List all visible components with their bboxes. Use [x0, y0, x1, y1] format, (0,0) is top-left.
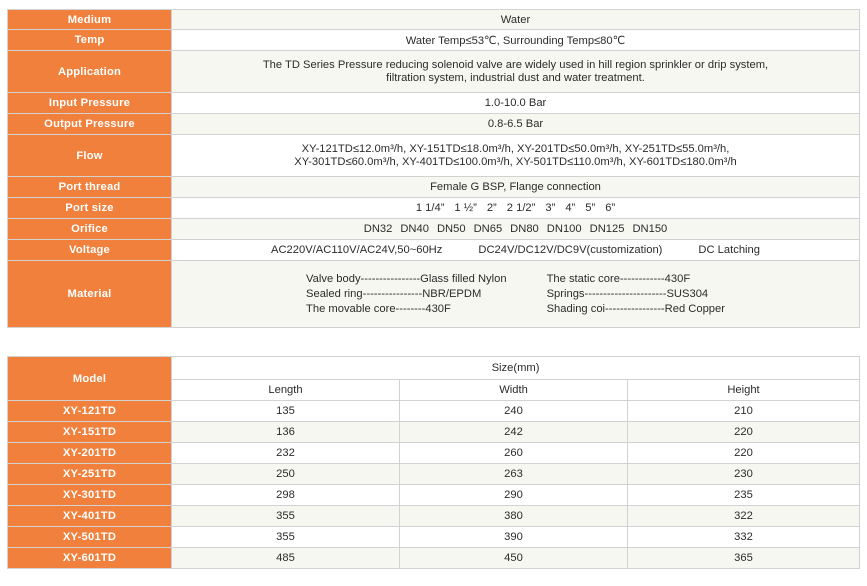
- spec-row-output-pressure: [8, 114, 860, 135]
- height-cell: 220: [628, 422, 860, 443]
- material-item: Springs----------------------SUS304: [546, 287, 709, 300]
- model-cell: XY-601TD: [8, 548, 172, 569]
- material-right-column: [547, 272, 725, 317]
- spec-row-medium: [8, 10, 860, 30]
- width-cell: 380: [400, 506, 628, 527]
- height-cell: 220: [628, 443, 860, 464]
- material-value: [172, 261, 860, 328]
- orifice-item: DN50: [436, 223, 466, 235]
- orifice-item: DN80: [510, 223, 539, 235]
- width-cell: 450: [400, 548, 628, 569]
- material-item: Sealed ring----------------NBR/EPDM: [306, 287, 482, 300]
- table-row: [8, 464, 860, 485]
- length-cell: 136: [172, 422, 400, 443]
- port-size-item: 6”: [605, 202, 616, 214]
- temp-label: Temp: [8, 30, 172, 51]
- medium-value: Water: [172, 10, 860, 30]
- table-row: [8, 422, 860, 443]
- height-cell: 230: [628, 464, 860, 485]
- length-cell: 485: [172, 548, 400, 569]
- voltage-label: Voltage: [8, 240, 172, 261]
- port-size-item: 2”: [486, 202, 497, 214]
- port-size-value: [172, 198, 860, 219]
- model-cell: XY-201TD: [8, 443, 172, 464]
- table-row: [8, 506, 860, 527]
- table-row: [8, 548, 860, 569]
- spec-row-port-size: [8, 198, 860, 219]
- flow-value: [172, 135, 860, 177]
- model-cell: XY-251TD: [8, 464, 172, 485]
- output-pressure-label: Output Pressure: [8, 114, 172, 135]
- material-item: The static core------------430F: [546, 272, 691, 285]
- size-header: Size(mm): [172, 357, 860, 380]
- port-size-item: 2 1/2”: [506, 202, 536, 214]
- material-item: The movable core--------430F: [306, 302, 451, 315]
- width-cell: 263: [400, 464, 628, 485]
- orifice-label: Orifice: [8, 219, 172, 240]
- input-pressure-label: Input Pressure: [8, 93, 172, 114]
- length-cell: 355: [172, 527, 400, 548]
- length-cell: 298: [172, 485, 400, 506]
- width-cell: 240: [400, 401, 628, 422]
- voltage-item: DC24V/DC12V/DC9V(customization): [478, 244, 663, 256]
- table-row: [8, 527, 860, 548]
- port-thread-label: Port thread: [8, 177, 172, 198]
- model-cell: XY-401TD: [8, 506, 172, 527]
- application-label: Application: [8, 51, 172, 93]
- height-header: Height: [628, 380, 860, 401]
- spec-row-temp: [8, 30, 860, 51]
- material-label: Material: [8, 261, 172, 328]
- voltage-item: AC220V/AC110V/AC24V,50~60Hz: [271, 244, 443, 256]
- width-header: Width: [400, 380, 628, 401]
- port-size-item: 4”: [565, 202, 576, 214]
- orifice-item: DN32: [363, 223, 393, 235]
- output-pressure-value: 0.8-6.5 Bar: [172, 114, 860, 135]
- height-cell: 235: [628, 485, 860, 506]
- length-cell: 250: [172, 464, 400, 485]
- material-left-column: [306, 272, 507, 317]
- spec-row-input-pressure: [8, 93, 860, 114]
- model-header: Model: [8, 357, 172, 401]
- table-row: [8, 443, 860, 464]
- model-cell: XY-301TD: [8, 485, 172, 506]
- length-cell: 232: [172, 443, 400, 464]
- input-pressure-value: 1.0-10.0 Bar: [172, 93, 860, 114]
- table-row: [8, 401, 860, 422]
- orifice-item: DN40: [400, 223, 429, 235]
- application-value: [172, 51, 860, 93]
- port-size-label: Port size: [8, 198, 172, 219]
- size-table: [7, 356, 860, 569]
- port-thread-value: Female G BSP, Flange connection: [172, 177, 860, 198]
- width-cell: 242: [400, 422, 628, 443]
- spec-row-orifice: [8, 219, 860, 240]
- orifice-item: DN150: [632, 223, 668, 235]
- voltage-item: DC Latching: [698, 244, 760, 256]
- orifice-value: [172, 219, 860, 240]
- voltage-value: [172, 240, 860, 261]
- spec-row-flow: [8, 135, 860, 177]
- temp-value: Water Temp≤53℃, Surrounding Temp≤80℃: [172, 30, 860, 51]
- material-item: Valve body----------------Glass filled Nylon: [306, 272, 507, 285]
- port-size-item: 3”: [545, 202, 556, 214]
- length-cell: 135: [172, 401, 400, 422]
- length-cell: 355: [172, 506, 400, 527]
- orifice-item: DN100: [546, 223, 582, 235]
- spec-table: [7, 9, 860, 328]
- width-cell: 290: [400, 485, 628, 506]
- orifice-item: DN125: [589, 223, 625, 235]
- width-cell: 260: [400, 443, 628, 464]
- model-cell: XY-121TD: [8, 401, 172, 422]
- height-cell: 322: [628, 506, 860, 527]
- model-cell: XY-151TD: [8, 422, 172, 443]
- height-cell: 365: [628, 548, 860, 569]
- model-cell: XY-501TD: [8, 527, 172, 548]
- flow-line: XY-301TD≤60.0m³/h, XY-401TD≤100.0m³/h, XY-501TD≤110.0m³/h, XY-601TD≤180.0m³/h: [294, 155, 737, 168]
- flow-label: Flow: [8, 135, 172, 177]
- height-cell: 210: [628, 401, 860, 422]
- port-size-item: 1 1/4”: [415, 202, 445, 214]
- spec-row-material: [8, 261, 860, 328]
- size-header-row: [8, 357, 860, 380]
- spec-row-application: [8, 51, 860, 93]
- length-header: Length: [172, 380, 400, 401]
- port-size-item: 5”: [585, 202, 596, 214]
- medium-label: Medium: [8, 10, 172, 30]
- height-cell: 332: [628, 527, 860, 548]
- table-row: [8, 485, 860, 506]
- orifice-item: DN65: [473, 223, 503, 235]
- width-cell: 390: [400, 527, 628, 548]
- application-line: The TD Series Pressure reducing solenoid valve are widely used in hill region sprinkler or drip system,: [262, 58, 769, 71]
- flow-line: XY-121TD≤12.0m³/h, XY-151TD≤18.0m³/h, XY-201TD≤50.0m³/h, XY-251TD≤55.0m³/h,: [301, 142, 730, 155]
- spec-row-port-thread: [8, 177, 860, 198]
- application-line: filtration system, industrial dust and water treatment.: [386, 71, 645, 84]
- material-item: Shading coi----------------Red Copper: [546, 302, 725, 315]
- spec-row-voltage: [8, 240, 860, 261]
- port-size-item: 1 ½”: [454, 202, 477, 214]
